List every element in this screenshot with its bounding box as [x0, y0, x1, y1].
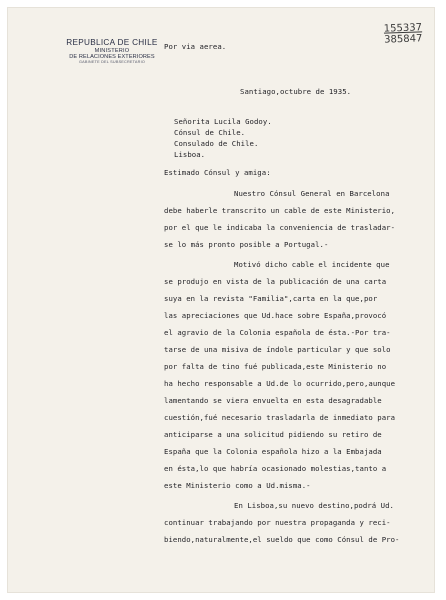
body-line: por falta de tino fué publicada,este Ministerio no [164, 362, 387, 371]
letter-page [8, 8, 434, 592]
body-line: lamentando se viera envuelta en esta desagradable [164, 396, 382, 405]
body-line: En Lisboa,su nuevo destino,podrá Ud. [234, 501, 394, 510]
letterhead-department: DE RELACIONES EXTERIORES [69, 54, 155, 60]
body-line: ha hecho responsable a Ud.de lo ocurrido,pero,aunque [164, 379, 396, 388]
recipient-line: Señorita Lucila Godoy. [174, 117, 272, 126]
recipient-line: Consulado de Chile. [174, 139, 259, 148]
body-line: por el que le indicaba la conveniencia de trasladar- [164, 223, 396, 232]
body-line: tarse de una misiva de índole particular y que solo [164, 345, 391, 354]
delivery-note: Por via aerea. [164, 42, 227, 51]
date-line: Santiago,octubre de 1935. [240, 87, 352, 96]
body-line: en ésta,lo que habría ocasionado molestias,tanto a [164, 464, 387, 473]
archive-numbers [383, 22, 422, 45]
body-line: el agravio de la Colonia española de ésta.-Por tra- [164, 328, 391, 337]
body-line: suya en la revista "Familia",carta en la que,por [164, 294, 378, 303]
body-line: debe haberle transcrito un cable de este Ministerio, [164, 206, 396, 215]
archive-number: 155337 [383, 22, 422, 35]
letterhead-country: REPUBLICA DE CHILE [66, 38, 158, 47]
body-line: las apreciaciones que Ud.hace sobre España,provocó [164, 311, 387, 320]
letterhead-office: GABINETE DEL SUBSECRETARIO [79, 60, 145, 64]
recipient-line: Cónsul de Chile. [174, 128, 246, 137]
body-line: se produjo en vista de la publicación de una carta [164, 277, 387, 286]
body-line: España que la Colonia española hizo a la Embajada [164, 447, 382, 456]
body-line: continuar trabajando por nuestra propaganda y reci- [164, 518, 391, 527]
recipient-line: Lisboa. [174, 150, 206, 159]
body-line: cuestión,fué necesario trasladarla de inmediato para [164, 413, 396, 422]
body-line: se lo más pronto posible a Portugal.- [164, 240, 329, 249]
body-line: biendo,naturalmente,el sueldo que como Cónsul de Pro- [164, 535, 400, 544]
salutation: Estimado Cónsul y amiga: [164, 168, 271, 177]
body-line: anticiparse a una solicitud pidiendo su retiro de [164, 430, 382, 439]
archive-number: 385847 [383, 33, 423, 46]
body-line: Motivó dicho cable el incidente que [234, 260, 390, 269]
letterhead [58, 38, 166, 64]
body-line: este Ministerio como a Ud.misma.- [164, 481, 311, 490]
letterhead-ministry: MINISTERIO [94, 48, 130, 54]
body-line: Nuestro Cónsul General en Barcelona [234, 189, 390, 198]
